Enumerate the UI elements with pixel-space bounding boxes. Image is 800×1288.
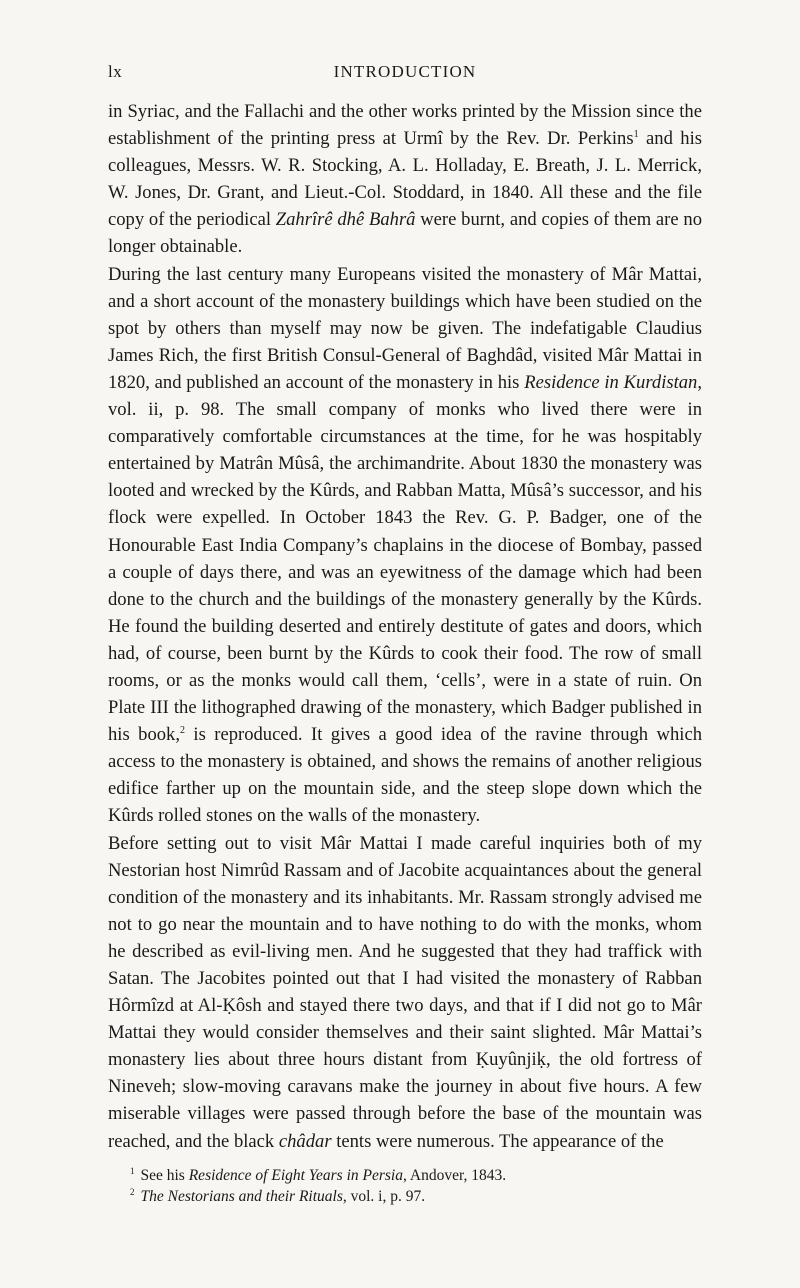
- text-run: See his: [140, 1166, 189, 1184]
- text-run: is reproduced. It gives a good idea of the ravine through which access to the monastery is obtained, and shows the remains of another religious edifice farther up on the mountain side, and the steep slope down which the Kûrds rolled stones on the walls of the monastery.: [108, 724, 702, 827]
- footnote-marker: 2: [130, 1186, 135, 1197]
- paragraph: [108, 830, 702, 1155]
- footnote: [130, 1165, 702, 1186]
- italic-title: Residence of Eight Years in Persia: [188, 1166, 403, 1184]
- footnote-marker: 1: [130, 1165, 135, 1176]
- text-run: in Syriac, and the Fallachi and the other works printed by the Mission since the establishment of the printing press at Urmî by the Rev. Dr. Perkins: [108, 101, 702, 150]
- footnote-ref: 2: [179, 725, 185, 737]
- body-text: [108, 98, 702, 1155]
- paragraph: [108, 261, 702, 830]
- text-run: Before setting out to visit Mâr Mattai I made careful inquiries both of my Nestorian host Nimrûd Rassam and of Jacobite acquaintances about the general condition of the monastery and its inhabitants. Mr. Rassam strongly advised me not to go near the mountain and to have nothing to do with the monks, whom he described as evil-living men. And he suggested that they had traffick with Satan. The Jacobites pointed out that I had visited the monastery of Rabban Hôrmîzd at Al-Ḳôsh and stayed there two days, and that if I did not go to Mâr Mattai they would consider themselves and their saint slighted. Mâr Mattai’s monastery lies about three hours distant from Ḳuyûnjiḳ, the old fortress of Nineveh; slow-moving caravans make the journey in about five hours. A few miserable villages were passed through before the base of the mountain was reached, and the black: [108, 832, 702, 1152]
- text-run: were burnt, and copies of them are no longer obtainable.: [108, 209, 702, 258]
- running-head: [108, 62, 702, 88]
- running-title: INTRODUCTION: [333, 62, 477, 81]
- italic-title: châdar: [278, 1130, 332, 1152]
- italic-title: Zahrîrê dhê Bahrâ: [275, 209, 416, 231]
- text-run: , Andover, 1843.: [402, 1166, 507, 1184]
- text-run: and his colleagues, Messrs. W. R. Stocking, A. L. Holladay, E. Breath, J. L. Merrick, W. Jones, Dr. Grant, and Lieut.-Col. Stoddard, in 1840. All these and the file copy of the periodical: [108, 128, 703, 231]
- paragraph: [108, 98, 702, 261]
- text-run: , vol. ii, p. 98. The small company of monks who lived there were in comparatively comfortable circumstances at the time, for he was hospitably entertained by Matrân Mûsâ, the archimandrite. About 1830 the monastery was looted and wrecked by the Kûrds, and Rabban Matta, Mûsâ’s successor, and his flock were expelled. In October 1843 the Rev. G. P. Badger, one of the Honourable East India Company’s chaplains in the diocese of Bombay, passed a couple of days there, and was an eyewitness of the damage which had been done to the church and the buildings of the monastery generally by the Kûrds. He found the building deserted and entirely destitute of gates and doors, which had, of course, been burnt by the Kûrds to cook their food. The row of small rooms, or as the monks would call them, ‘cells’, were in a state of ruin. On Plate III the lithographed drawing of the monastery, which Badger published in his book,: [108, 371, 703, 746]
- text-run: , vol. i, p. 97.: [342, 1187, 426, 1205]
- italic-title: Residence in Kurdistan: [524, 371, 698, 393]
- footnote: [130, 1186, 702, 1207]
- footnotes: [108, 1165, 702, 1207]
- book-page: [108, 62, 702, 1207]
- text-run: tents were numerous. The appearance of the: [331, 1130, 664, 1152]
- page-number: lx: [108, 62, 123, 81]
- footnote-ref: 1: [633, 129, 639, 141]
- text-run: During the last century many Europeans visited the monastery of Mâr Mattai, and a short account of the monastery buildings which have been studied on the spot by others than myself may now be given. The indefatigable Claudius James Rich, the first British Consul-General of Baghdâd, visited Mâr Mattai in 1820, and published an account of the monastery in his: [108, 263, 702, 393]
- italic-title: The Nestorians and their Rituals: [140, 1187, 343, 1205]
